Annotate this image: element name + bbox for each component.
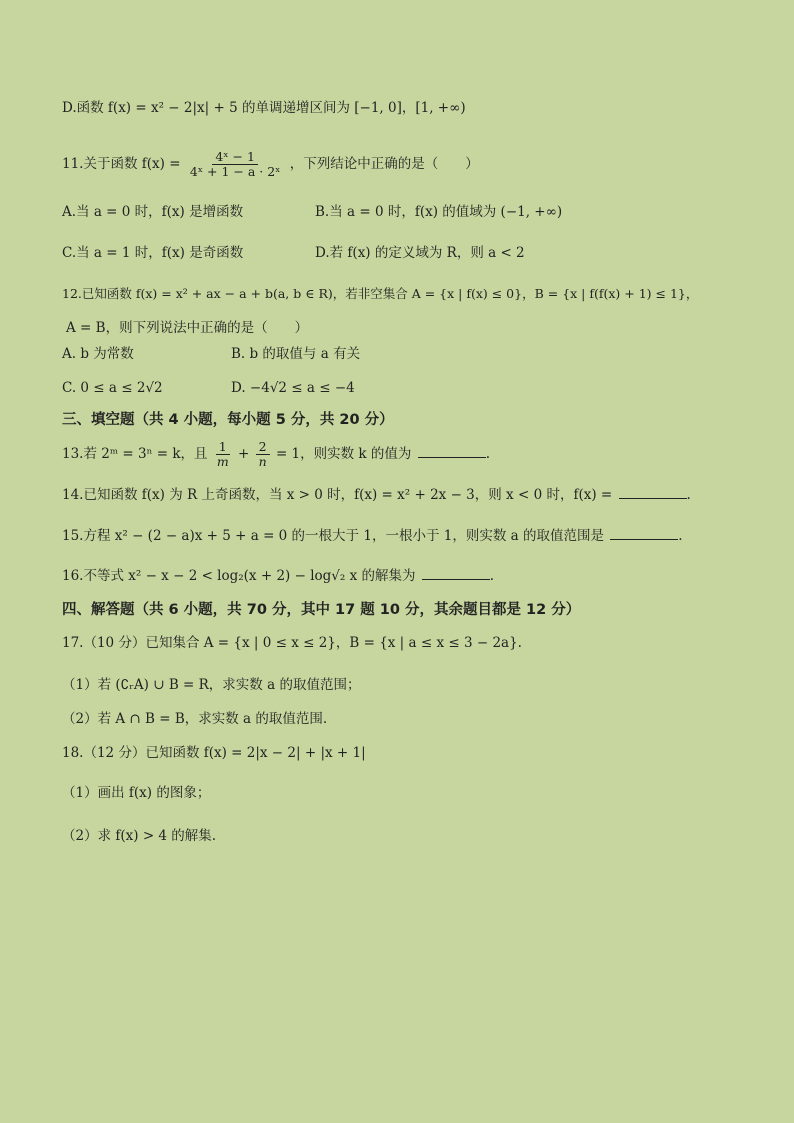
q11-option-b: B.当 a = 0 时，f(x) 的值域为 (−1, +∞)	[315, 204, 563, 220]
q13-fraction-2	[256, 440, 270, 469]
q12-option-a: A. b 为常数	[62, 346, 134, 362]
q12-option-c: C. 0 ≤ a ≤ 2√2	[62, 380, 163, 396]
q13-fraction-2-denominator: n	[258, 454, 267, 469]
q13-prefix: 13.若 2ᵐ = 3ⁿ = k，且	[62, 446, 208, 462]
q14-period: .	[686, 487, 691, 503]
q11-stem	[62, 150, 754, 179]
q13	[62, 440, 754, 469]
q15-text: 15.方程 x² − (2 − a)x + 5 + a = 0 的一根大于 1，一根小于 1，则实数 a 的取值范围是	[62, 528, 604, 544]
q12-stem-line2: A = B，则下列说法中正确的是（ ）	[66, 320, 309, 336]
q16-period: .	[489, 568, 495, 584]
q13-fraction-1	[214, 440, 232, 469]
q15	[62, 525, 754, 546]
q15-answer-blank[interactable]	[610, 525, 678, 540]
q14-answer-blank[interactable]	[619, 484, 687, 499]
q11-denominator: 4ˣ + 1 − a · 2ˣ	[189, 164, 281, 179]
q18-part1: （1）画出 f(x) 的图象；	[62, 785, 211, 801]
q13-answer-blank[interactable]	[418, 443, 486, 458]
q16-answer-blank[interactable]	[422, 565, 490, 580]
q11-option-c: C.当 a = 1 时，f(x) 是奇函数	[62, 245, 244, 261]
section-answer-heading: 四、解答题（共 6 小题，共 70 分，其中 17 题 10 分，其余题目都是 12 分）	[62, 602, 581, 618]
q13-fraction-1-numerator: 1	[216, 440, 230, 455]
q13-fraction-2-numerator: 2	[256, 440, 270, 455]
q18-part2: （2）求 f(x) > 4 的解集.	[62, 828, 217, 844]
q10-option-d: D.函数 f(x) = x² − 2|x| + 5 的单调递增区间为 [−1, 0]，[1, +∞)	[62, 100, 466, 116]
q13-period: .	[485, 446, 491, 462]
q13-suffix: = 1，则实数 k 的值为	[275, 446, 412, 462]
q11-suffix: ，下列结论中正确的是（ ）	[289, 156, 479, 172]
q16	[62, 565, 754, 586]
q13-fraction-1-denominator: m	[216, 454, 229, 469]
q11-prefix: 11.关于函数 f(x) =	[62, 156, 181, 172]
q13-plus: +	[237, 446, 250, 462]
q14	[62, 484, 754, 505]
q14-text: 14.已知函数 f(x) 为 R 上奇函数，当 x > 0 时，f(x) = x² + 2x − 3，则 x < 0 时，f(x) =	[62, 487, 613, 503]
q17-stem: 17.（10 分）已知集合 A = {x | 0 ≤ x ≤ 2}，B = {x | a ≤ x ≤ 3 − 2a}.	[62, 635, 522, 651]
q11-option-a: A.当 a = 0 时，f(x) 是增函数	[62, 204, 244, 220]
q12-option-b: B. b 的取值与 a 有关	[231, 346, 361, 362]
q11-fraction	[187, 150, 284, 179]
q11-numerator: 4ˣ − 1	[212, 150, 258, 165]
q17-part1: （1）若 (∁ᵣA) ∪ B = R，求实数 a 的取值范围；	[62, 677, 361, 693]
q17-part2: （2）若 A ∩ B = B，求实数 a 的取值范围.	[62, 711, 328, 727]
q18-stem: 18.（12 分）已知函数 f(x) = 2|x − 2| + |x + 1|	[62, 745, 366, 761]
q12-option-d: D. −4√2 ≤ a ≤ −4	[231, 380, 355, 396]
q15-period: .	[678, 528, 683, 544]
section-fill-in-heading: 三、填空题（共 4 小题，每小题 5 分，共 20 分）	[62, 412, 394, 428]
q11-option-d: D.若 f(x) 的定义域为 R，则 a < 2	[315, 245, 525, 261]
q12-stem-line1: 12.已知函数 f(x) = x² + ax − a + b(a, b ∈ R)，若非空集合 A = {x | f(x) ≤ 0}，B = {x | f(f(x) + 1) ≤ 1}，	[62, 286, 699, 301]
q16-text: 16.不等式 x² − x − 2 < log₂(x + 2) − log√₂ x 的解集为	[62, 568, 416, 584]
